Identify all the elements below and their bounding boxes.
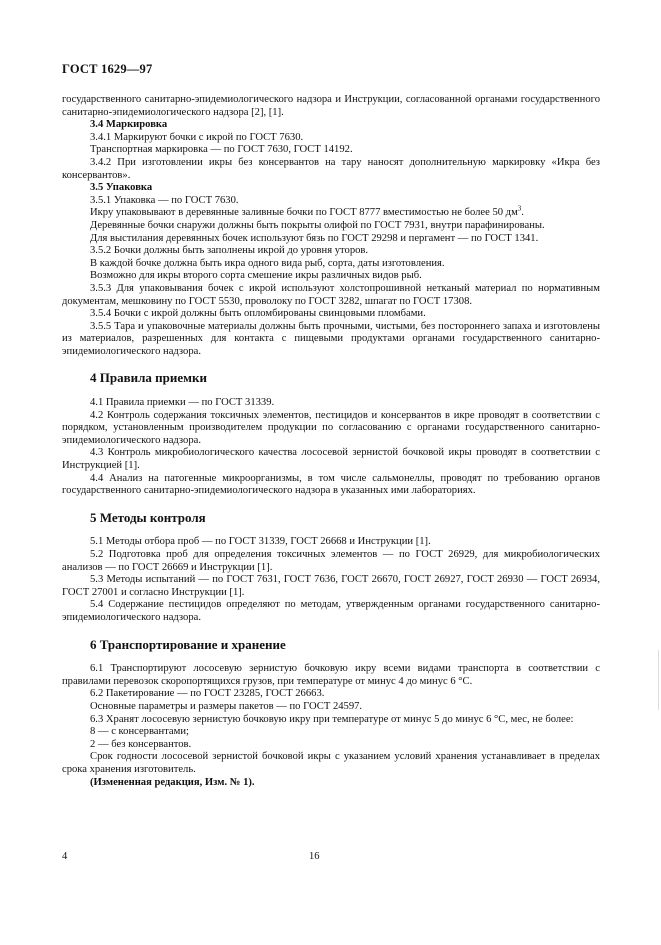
section-5-heading: 5 Методы контроля [90,509,206,525]
barrels-volume-end: . [521,207,524,219]
paragraph-6-1: 6.1 Транспортируют лососевую зернистую бочковую икру всеми видами транспорта в соответствии с правилами перевозок скоропортящихся грузов, при температуре от минус 4 до минус 6 °С. [62,663,600,687]
scan-edge-line [654,650,659,710]
paragraph-5-4: 5.4 Содержание пестицидов определяют по методам, утвержденным органами государственного санитарно-эпидемиологического надзора. [62,599,600,623]
document-body [62,94,600,789]
paragraph-4-2: 4.2 Контроль содержания токсичных элементов, пестицидов и консервантов в икре проводят в соответствии с порядком, установленным производителем продукции по согласованию с органами государственного санитарно-эпидемиологического надзора. [62,409,600,446]
paragraph-packet-params: Основные параметры и размеры пакетов — по ГОСТ 24597. [90,700,363,712]
paragraph-5-3: 5.3 Методы испытаний — по ГОСТ 7631, ГОСТ 7636, ГОСТ 26670, ГОСТ 26927, ГОСТ 26930 — ГОСТ 26934, ГОСТ 27001 и согласно Инструкции [1]. [62,574,600,598]
paragraph-lining: Для выстилания деревянных бочек используют бязь по ГОСТ 29298 и пергамент — по ГОСТ 1341. [90,232,539,244]
paragraph-transport-marking: Транспортная маркировка — по ГОСТ 7630, ГОСТ 14192. [90,144,353,156]
paragraph-4-1: 4.1 Правила приемки — по ГОСТ 31339. [90,397,275,409]
paragraph-4-3: 4.3 Контроль микробиологического качества лососевой зернистой бочковой икры проводят в соответствии с Инструкцией [1]. [62,447,600,472]
superscript-3: 3 [517,204,522,213]
amendment-note: (Измененная редакция, Изм. № 1). [90,776,255,788]
page-number-left: 4 [62,851,68,862]
paragraph-6-2: 6.2 Пакетирование — по ГОСТ 23285, ГОСТ 26663. [90,688,325,700]
page-number-center: 16 [309,851,320,862]
document-header: ГОСТ 1629—97 [62,62,153,76]
paragraph-3-5-3: 3.5.3 Для упаковывания бочек с икрой используют холстопрошивной нетканый материал по нормативным документам, мешковину по ГОСТ 5530, проволоку по ГОСТ 3282, шпагат по ГОСТ 17308. [62,282,600,307]
paragraph-3-5-5: 3.5.5 Тара и упаковочные материалы должны быть прочными, чистыми, без постороннего запаха и изготовлены из материалов, разрешенных для контакта с пищевыми продуктами органами государственного санитарно-эпидемиологического надзора. [62,320,600,357]
barrels-volume-text: Икру упаковывают в деревянные заливные бочки по ГОСТ 8777 вместимостью не более 50 дм [90,207,518,219]
paragraph-barrels-coating: Деревянные бочки снаружи должны быть покрыты олифой по ГОСТ 7931, внутри парафинированы. [90,219,545,231]
section-4-heading: 4 Правила приемки [90,370,207,386]
paragraph-3-5-1: 3.5.1 Упаковка — по ГОСТ 7630. [90,194,239,206]
paragraph-barrels-volume [62,204,600,220]
paragraph-shelf-life: Срок годности лососевой зернистой бочковой икры с указанием условий хранения устанавливает в пределах срока хранения изготовитель. [62,751,600,775]
list-item-with-preservatives: 8 — с консервантами; [90,726,189,738]
paragraph-3-5-2: 3.5.2 Бочки должны быть заполнены икрой до уровня уторов. [90,245,369,257]
section-6-heading: 6 Транспортирование и хранение [90,636,286,652]
section-3-4-heading: 3.4 Маркировка [90,119,168,131]
paragraph-3-4-1: 3.4.1 Маркируют бочки с икрой по ГОСТ 7630. [90,131,304,143]
section-3-5-heading: 3.5 Упаковка [90,182,153,194]
paragraph-3-4-2: 3.4.2 При изготовлении икры без консервантов на тару наносят дополнительную маркировку «Икра без консервантов». [62,156,600,181]
paragraph-6-3: 6.3 Хранят лососевую зернистую бочковую икру при температуре от минус 5 до минус 6 °С, мес, не более: [90,713,574,725]
list-item-without-preservatives: 2 — без консервантов. [90,738,192,750]
paragraph-3-5-4: 3.5.4 Бочки с икрой должны быть опломбированы свинцовыми пломбами. [90,308,426,320]
paragraph-second-grade: Возможно для икры второго сорта смешение икры различных видов рыб. [90,270,422,282]
paragraph-5-2: 5.2 Подготовка проб для определения токсичных элементов — по ГОСТ 26929, для микробиологических анализов — по ГОСТ 26669 и Инструкции [1]. [62,549,600,573]
paragraph-one-kind: В каждой бочке должна быть икра одного вида рыб, сорта, даты изготовления. [90,257,445,269]
intro-paragraph: государственного санитарно-эпидемиологического надзора и Инструкции, согласованной органами государственного санитарно-эпидемиологического надзора [2], [1]. [62,94,600,118]
paragraph-5-1: 5.1 Методы отбора проб — по ГОСТ 31339, ГОСТ 26668 и Инструкции [1]. [90,536,431,548]
paragraph-4-4: 4.4 Анализ на патогенные микроорганизмы, в том числе сальмонеллы, проводят по требованию органов государственного санитарно-эпидемиологического надзора в указанных ими лабораториях. [62,472,600,497]
